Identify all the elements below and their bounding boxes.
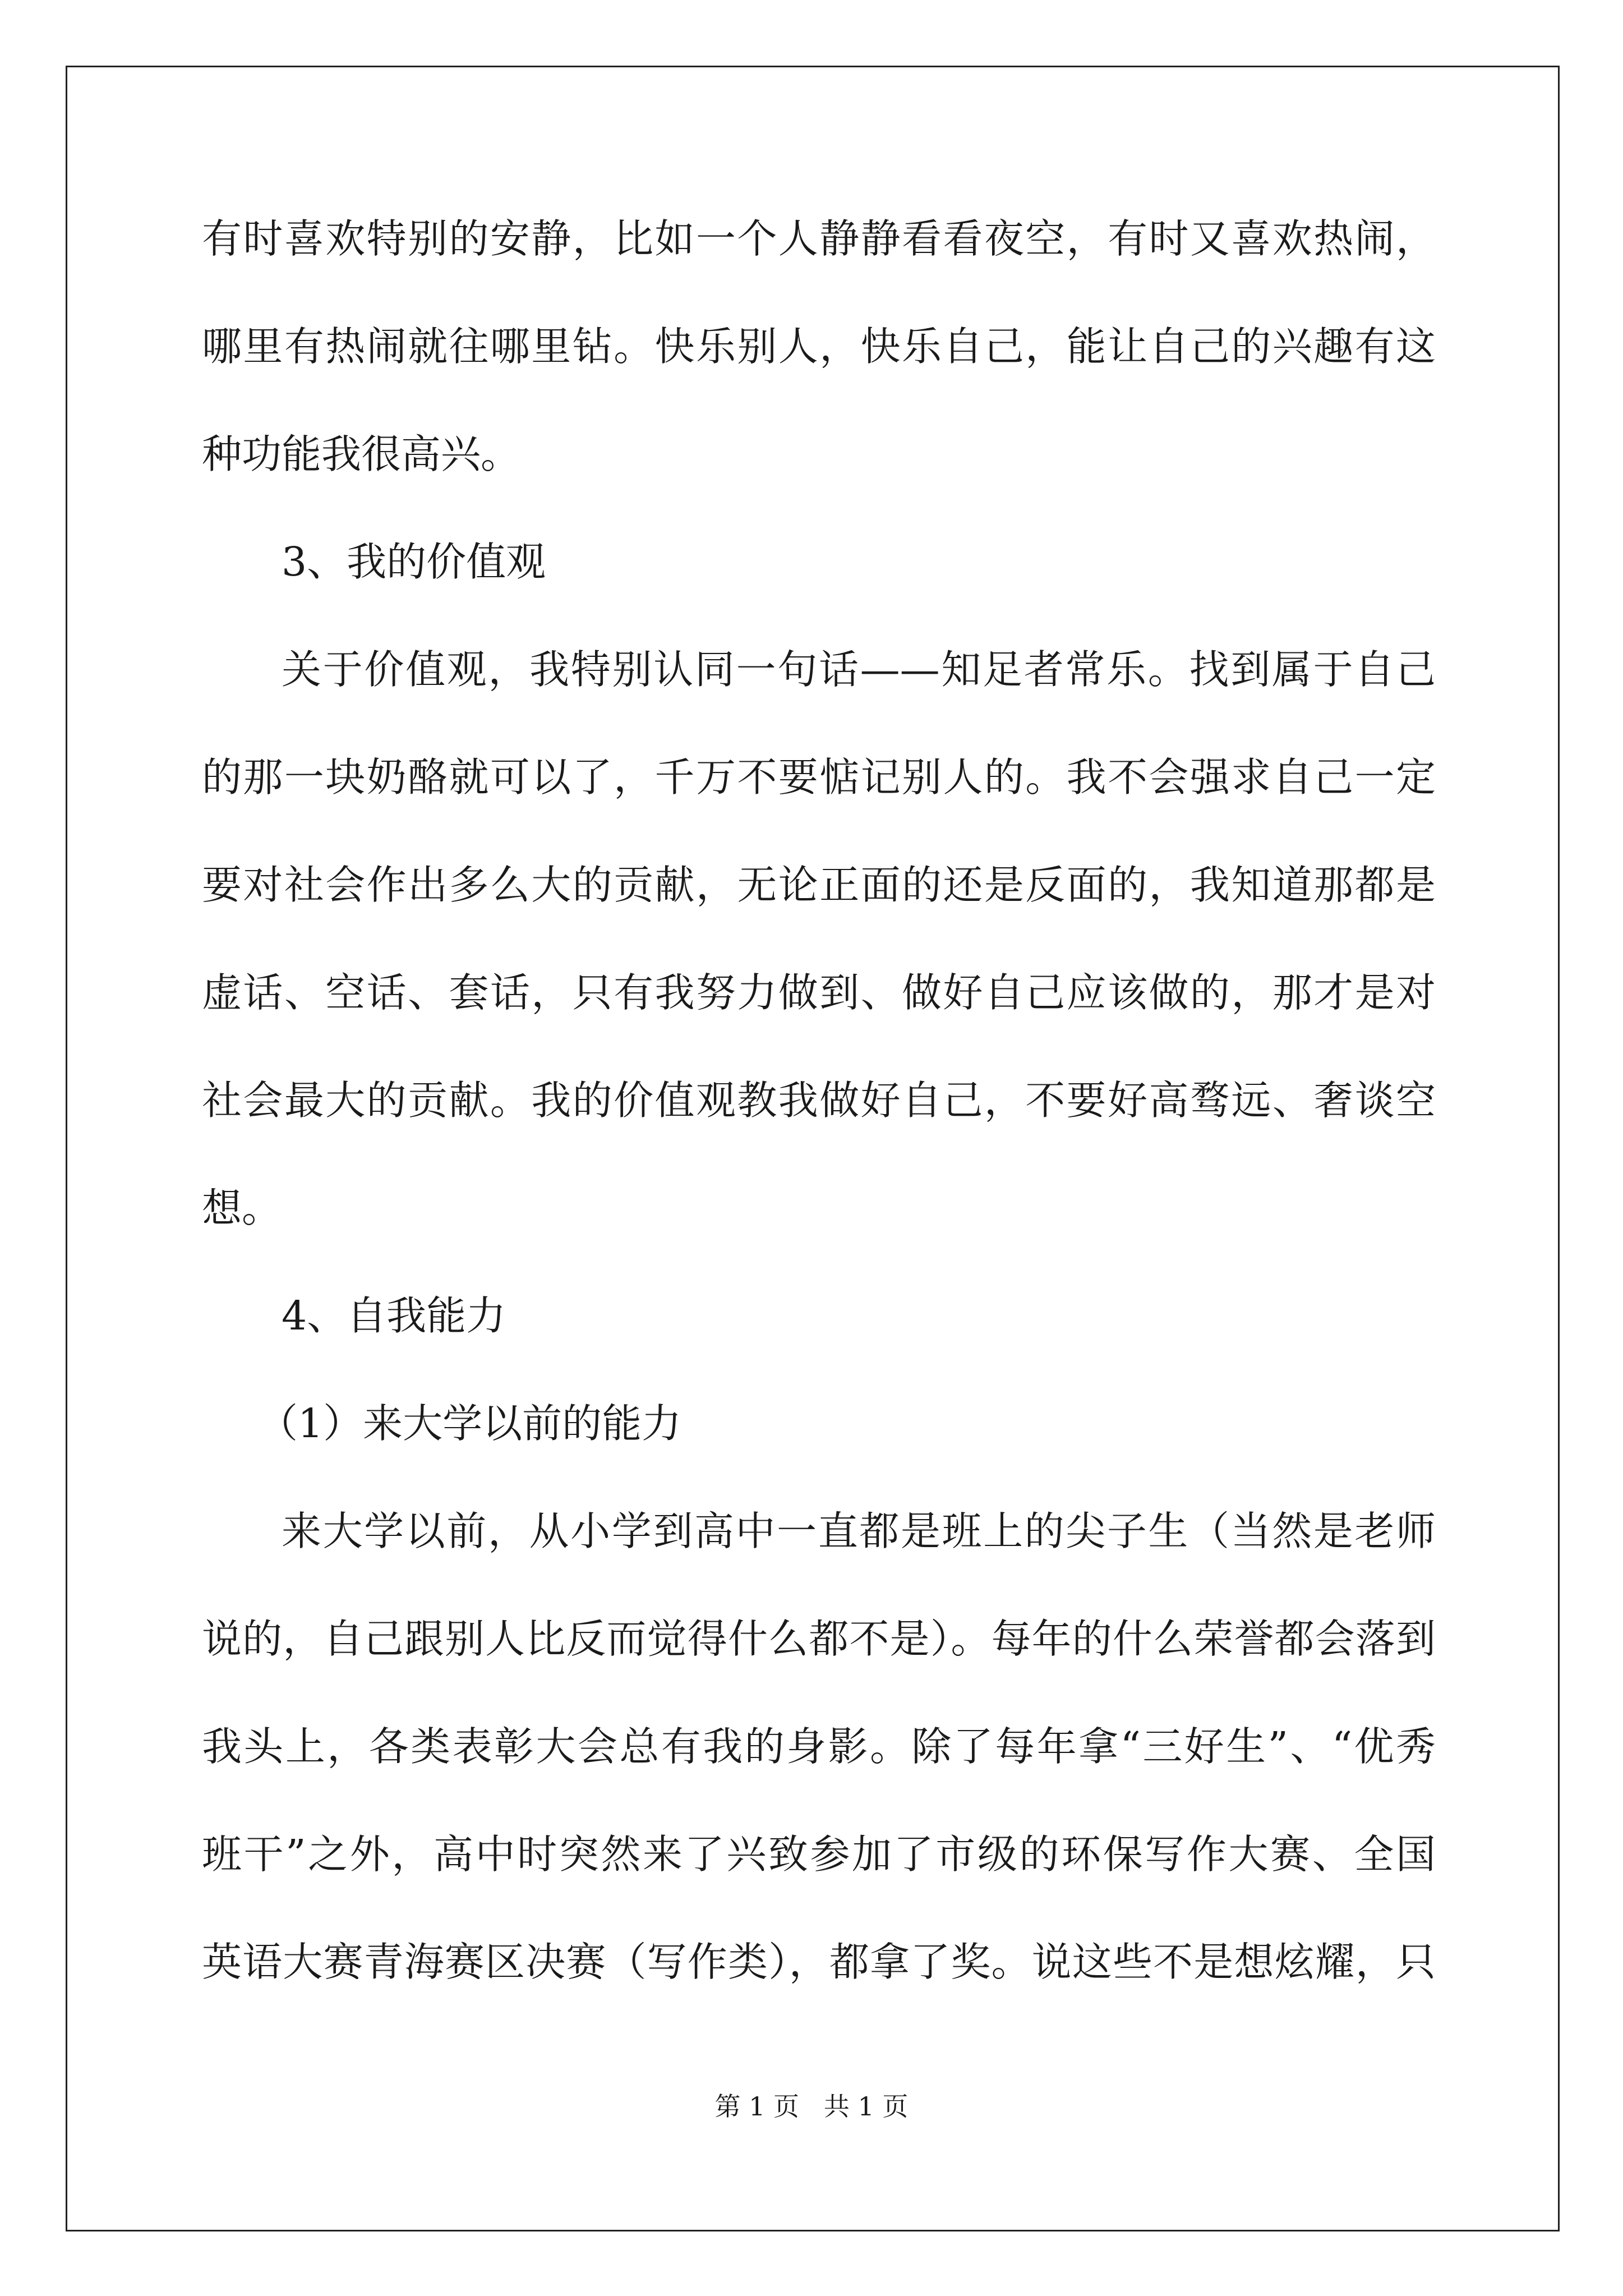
paragraph-line: 要对社会作出多么大的贡献，无论正面的还是反面的，我知道那都是	[202, 862, 1436, 908]
section-heading: 4、自我能力	[282, 1292, 506, 1339]
paragraph-line: 班干”之外，高中时突然来了兴致参加了市级的环保写作大赛、全国	[202, 1831, 1436, 1878]
paragraph-line: 我头上，各类表彰大会总有我的身影。除了每年拿“三好生”、“优秀	[202, 1723, 1436, 1770]
paragraph-line: 哪里有热闹就往哪里钻。快乐别人，快乐自己，能让自己的兴趣有这	[202, 323, 1436, 370]
paragraph-line: 的那一块奶酪就可以了，千万不要惦记别人的。我不会强求自己一定	[202, 754, 1436, 800]
paragraph-line: 社会最大的贡献。我的价值观教我做好自己，不要好高骛远、奢谈空	[202, 1077, 1436, 1124]
paragraph-line: 有时喜欢特别的安静，比如一个人静静看看夜空，有时又喜欢热闹，	[202, 215, 1436, 262]
paragraph-line: 关于价值观，我特别认同一句话——知足者常乐。找到属于自己	[282, 646, 1436, 693]
page-footer: 第 1 页 共 1 页	[714, 2091, 909, 2122]
subsection-heading: （1）来大学以前的能力	[258, 1400, 682, 1447]
paragraph-line: 来大学以前，从小学到高中一直都是班上的尖子生（当然是老师	[282, 1508, 1436, 1554]
paragraph-line: 种功能我很高兴。	[202, 431, 521, 477]
section-heading: 3、我的价值观	[282, 539, 546, 585]
paragraph-line: 虚话、空话、套话，只有我努力做到、做好自己应该做的，那才是对	[202, 969, 1436, 1016]
paragraph-line: 想。	[202, 1185, 282, 1231]
paragraph-line: 英语大赛青海赛区决赛（写作类），都拿了奖。说这些不是想炫耀，只	[202, 1939, 1436, 1985]
paragraph-line: 说的，自己跟别人比反而觉得什么都不是）。每年的什么荣誉都会落到	[202, 1616, 1436, 1662]
document-body	[202, 185, 1436, 2016]
